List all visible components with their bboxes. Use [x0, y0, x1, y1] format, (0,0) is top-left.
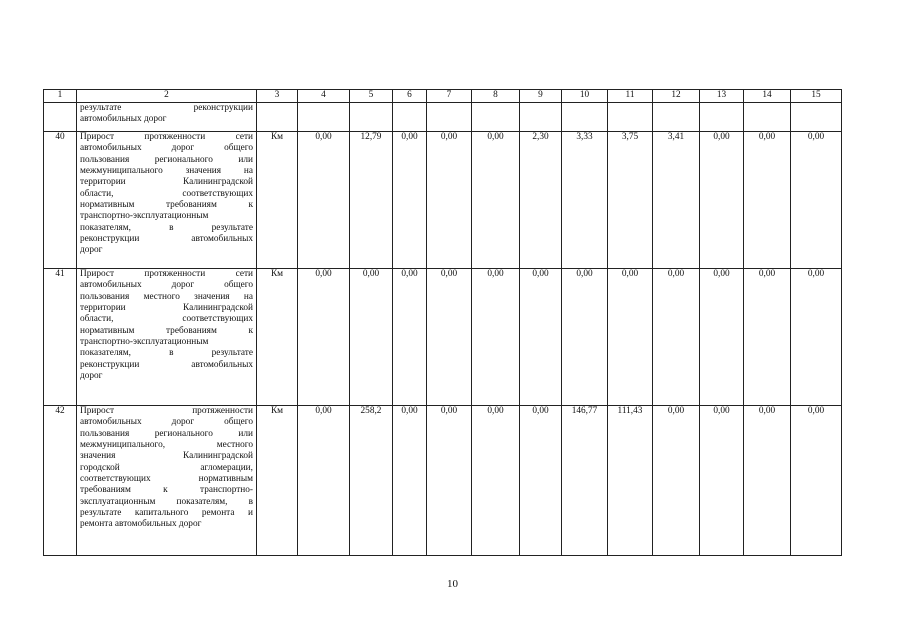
row-number: 41 [44, 269, 77, 406]
indicator-description [77, 103, 257, 132]
value-cell: 0,00 [427, 269, 472, 406]
value-cell [520, 103, 562, 132]
value-cell: 0,00 [562, 269, 608, 406]
unit-cell [257, 103, 298, 132]
value-cell [427, 103, 472, 132]
value-cell: 0,00 [653, 269, 700, 406]
description-line: автомобильных дорог общего [80, 143, 253, 154]
continuation-row [44, 103, 842, 132]
value-cell: 0,00 [744, 269, 791, 406]
value-cell: 0,00 [700, 269, 744, 406]
description-line: соответствующих нормативным [80, 473, 253, 484]
description-line: территории Калининградской [80, 302, 253, 313]
value-cell: 0,00 [700, 132, 744, 269]
description-line: дорог [80, 370, 103, 381]
description-line: пользования местного значения на [80, 291, 253, 302]
value-cell: 0,00 [393, 269, 427, 406]
value-cell [562, 103, 608, 132]
description-line: Прирост протяженности [80, 406, 253, 416]
description-line: результате реконструкции [80, 103, 253, 113]
column-number: 13 [700, 90, 744, 103]
description-line: дорог [80, 245, 103, 256]
indicator-description [77, 269, 257, 406]
value-cell: 0,00 [791, 132, 842, 269]
column-number: 5 [350, 90, 393, 103]
description-line: значения Калининградской [80, 451, 253, 462]
value-cell: 3,33 [562, 132, 608, 269]
column-number: 12 [653, 90, 700, 103]
description-line: реконструкции автомобильных [80, 233, 253, 244]
value-cell: 0,00 [393, 132, 427, 269]
description-line: пользования регионального или [80, 154, 253, 165]
unit-cell: Км [257, 406, 298, 556]
value-cell [700, 103, 744, 132]
value-cell [393, 103, 427, 132]
description-line: пользования регионального или [80, 428, 253, 439]
value-cell: 12,79 [350, 132, 393, 269]
description-line: области, соответствующих [80, 314, 253, 325]
description-line: автомобильных дорог общего [80, 417, 253, 428]
page-number: 10 [447, 578, 458, 590]
description-line: межмуниципального значения на [80, 165, 253, 176]
description-line: городской агломерации, [80, 462, 253, 473]
value-cell: 111,43 [608, 406, 653, 556]
column-number: 1 [44, 90, 77, 103]
value-cell: 0,00 [427, 406, 472, 556]
table-row [44, 132, 842, 269]
row-number: 40 [44, 132, 77, 269]
column-number: 6 [393, 90, 427, 103]
value-cell: 0,00 [472, 132, 520, 269]
value-cell: 3,41 [653, 132, 700, 269]
column-number: 7 [427, 90, 472, 103]
column-number: 11 [608, 90, 653, 103]
value-cell [298, 103, 350, 132]
value-cell: 2,30 [520, 132, 562, 269]
column-number: 8 [472, 90, 520, 103]
column-number: 4 [298, 90, 350, 103]
description-line: реконструкции автомобильных [80, 359, 253, 370]
column-number: 14 [744, 90, 791, 103]
indicator-description [77, 406, 257, 556]
value-cell: 0,00 [653, 406, 700, 556]
description-line: транспортно-эксплуатационным [80, 211, 209, 222]
value-cell [472, 103, 520, 132]
description-line: межмуниципального, местного [80, 439, 253, 450]
description-line: автомобильных дорог общего [80, 280, 253, 291]
value-cell: 0,00 [298, 132, 350, 269]
unit-cell: Км [257, 269, 298, 406]
value-cell: 0,00 [427, 132, 472, 269]
value-cell: 0,00 [393, 406, 427, 556]
value-cell [744, 103, 791, 132]
value-cell: 0,00 [520, 269, 562, 406]
value-cell: 0,00 [791, 406, 842, 556]
value-cell: 0,00 [744, 406, 791, 556]
value-cell: 0,00 [350, 269, 393, 406]
column-number: 10 [562, 90, 608, 103]
value-cell: 0,00 [791, 269, 842, 406]
description-line: Прирост протяженности сети [80, 132, 253, 142]
description-line: показателям, в результате [80, 348, 253, 359]
indicators-table [43, 89, 842, 556]
description-line: Прирост протяженности сети [80, 269, 253, 279]
table-row [44, 269, 842, 406]
row-number: 42 [44, 406, 77, 556]
description-line: результате капитального ремонта и [80, 507, 253, 518]
column-number: 2 [77, 90, 257, 103]
description-line: области, соответствующих [80, 188, 253, 199]
value-cell: 0,00 [700, 406, 744, 556]
value-cell: 0,00 [298, 269, 350, 406]
table-row [44, 406, 842, 556]
column-number: 9 [520, 90, 562, 103]
value-cell: 0,00 [472, 406, 520, 556]
description-line: требованиям к транспортно- [80, 485, 253, 496]
description-line: показателям, в результате [80, 222, 253, 233]
value-cell: 3,75 [608, 132, 653, 269]
indicator-description [77, 132, 257, 269]
value-cell [350, 103, 393, 132]
value-cell: 0,00 [608, 269, 653, 406]
value-cell: 0,00 [472, 269, 520, 406]
value-cell [791, 103, 842, 132]
column-number: 3 [257, 90, 298, 103]
column-number-row [44, 90, 842, 103]
column-number: 15 [791, 90, 842, 103]
description-line: территории Калининградской [80, 177, 253, 188]
description-line: нормативным требованиям к [80, 325, 253, 336]
description-line: эксплуатационным показателям, в [80, 496, 253, 507]
description-line: транспортно-эксплуатационным [80, 336, 209, 347]
value-cell: 0,00 [520, 406, 562, 556]
row-number-cell [44, 103, 77, 132]
value-cell: 146,77 [562, 406, 608, 556]
value-cell: 258,2 [350, 406, 393, 556]
description-line: нормативным требованиям к [80, 199, 253, 210]
value-cell: 0,00 [298, 406, 350, 556]
description-line: автомобильных дорог [80, 114, 167, 125]
value-cell [653, 103, 700, 132]
value-cell: 0,00 [744, 132, 791, 269]
unit-cell: Км [257, 132, 298, 269]
value-cell [608, 103, 653, 132]
description-line: ремонта автомобильных дорог [80, 519, 202, 530]
